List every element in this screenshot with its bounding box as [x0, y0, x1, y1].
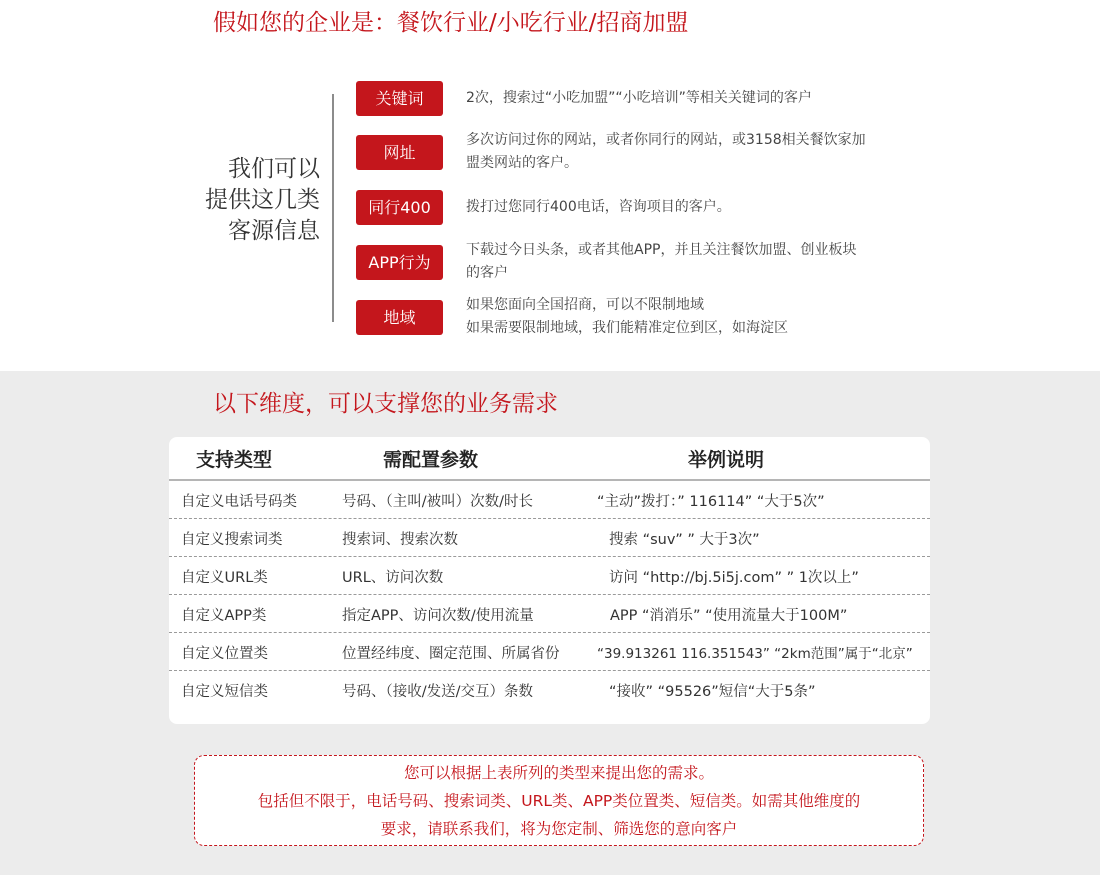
table-row	[169, 481, 930, 519]
top-section	[0, 0, 1100, 371]
cell-type: 自定义短信类	[181, 684, 268, 700]
table-row	[169, 519, 930, 557]
side-title-line: 客源信息	[228, 218, 320, 244]
cell-params: 搜索词、搜索次数	[342, 532, 458, 548]
cell-type: 自定义APP类	[181, 608, 267, 624]
source-item-keyword	[356, 81, 956, 129]
source-description	[466, 294, 926, 340]
cell-example: “接收” “95526”短信“大于5条”	[609, 684, 816, 700]
cell-example: “主动”拨打：” 116114” “大于5次”	[597, 494, 825, 510]
cell-params: 号码、（主叫/被叫）次数/时长	[342, 494, 534, 510]
table-row	[169, 671, 930, 708]
source-desc-line: 如果需要限制地域，我们能精准定位到区，如海淀区	[466, 320, 788, 336]
page-title: 假如您的企业是：餐饮行业/小吃行业/招商加盟	[213, 10, 689, 36]
cell-example: 搜索 “suv” ” 大于3次”	[609, 532, 760, 548]
source-badge: 关键词	[356, 81, 443, 116]
source-badge: 同行400	[356, 190, 443, 225]
source-desc-line: 的客户	[466, 265, 508, 281]
source-desc-line: 如果您面向全国招商，可以不限制地域	[466, 297, 704, 313]
cell-type: 自定义位置类	[181, 646, 268, 662]
dimensions-title: 以下维度，可以支撑您的业务需求	[213, 391, 558, 417]
source-description	[466, 129, 926, 175]
source-item-region	[356, 297, 956, 348]
source-item-url	[356, 132, 956, 183]
note-line: 您可以根据上表所列的类型来提出您的需求。	[403, 764, 714, 782]
cell-example: APP “消消乐” “使用流量大于100M”	[610, 608, 848, 624]
table-header	[169, 437, 930, 481]
source-description	[466, 239, 926, 285]
table-row	[169, 633, 930, 671]
cell-example: “39.913261 116.351543” “2km范围”属于“北京”	[597, 646, 913, 662]
side-title-line: 我们可以	[228, 156, 320, 182]
source-item-app	[356, 242, 956, 293]
cell-type: 自定义电话号码类	[181, 494, 297, 510]
note-line: 包括但不限于，电话号码、搜索词类、URL类、APP类位置类、短信类。如需其他维度的	[257, 792, 861, 810]
cell-params: 指定APP、访问次数/使用流量	[342, 608, 534, 624]
source-item-peer400	[356, 190, 956, 238]
source-description	[466, 87, 926, 110]
source-badge: APP行为	[356, 245, 443, 280]
cell-type: 自定义URL类	[181, 570, 268, 586]
header-type: 支持类型	[196, 449, 273, 471]
cell-params: 位置经纬度、圈定范围、所属省份	[342, 646, 560, 662]
source-badge: 地域	[356, 300, 443, 335]
note-line: 要求，请联系我们，将为您定制、筛选您的意向客户	[380, 820, 738, 838]
table-row	[169, 595, 930, 633]
source-description	[466, 196, 926, 219]
source-badge: 网址	[356, 135, 443, 170]
header-examples: 举例说明	[688, 449, 765, 471]
header-params: 需配置参数	[383, 449, 479, 471]
dimensions-table	[169, 437, 930, 724]
source-desc-line: 下载过今日头条，或者其他APP，并且关注餐饮加盟、创业板块	[466, 242, 857, 258]
side-title-line: 提供这几类	[205, 187, 320, 213]
sources-side-title	[192, 154, 320, 247]
source-desc-line: 2次，搜索过“小吃加盟”“小吃培训”等相关关键词的客户	[466, 90, 812, 106]
source-desc-line: 盟类网站的客户。	[466, 155, 578, 171]
cell-params: 号码、（接收/发送/交互）条数	[342, 684, 534, 700]
requirements-note	[194, 755, 924, 846]
cell-type: 自定义搜索词类	[181, 532, 283, 548]
table-body	[169, 481, 930, 708]
cell-example: 访问 “http://bj.5i5j.com” ” 1次以上”	[609, 570, 859, 586]
vertical-divider	[332, 94, 334, 322]
source-desc-line: 拨打过您同行400电话，咨询项目的客户。	[466, 199, 731, 215]
cell-params: URL、访问次数	[342, 570, 444, 586]
source-desc-line: 多次访问过你的网站，或者你同行的网站，或3158相关餐饮家加	[466, 132, 866, 148]
table-row	[169, 557, 930, 595]
